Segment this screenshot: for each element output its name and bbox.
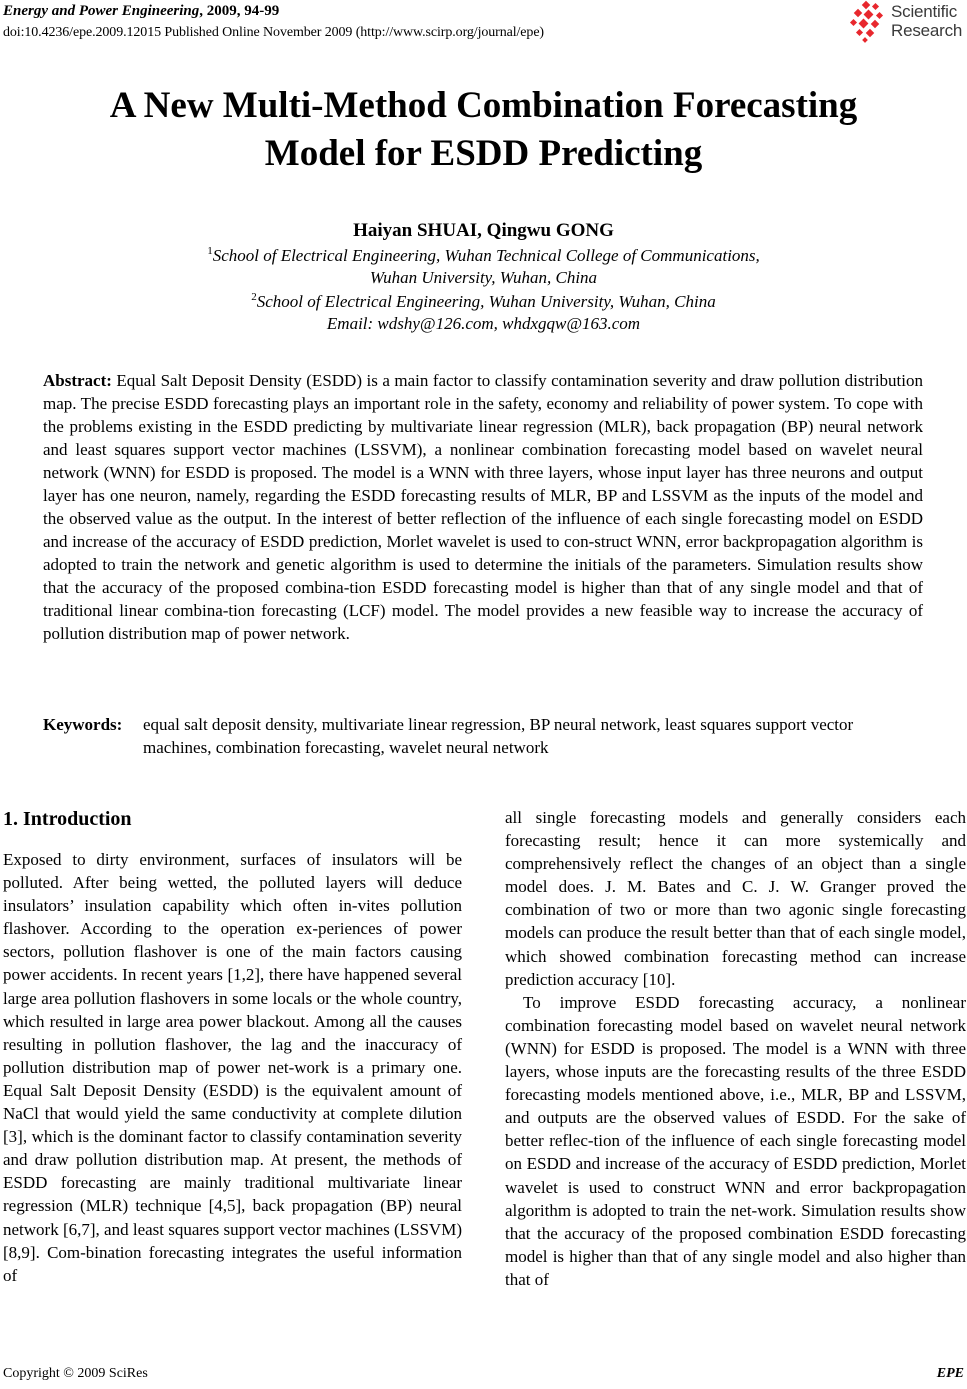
section-heading: 1. Introduction: [3, 808, 132, 830]
journal-name: Energy and Power Engineering: [3, 3, 200, 19]
affiliation-1-marker: 1: [207, 245, 213, 257]
affiliation-2-marker: 2: [251, 291, 257, 303]
email-label: Email: [326, 314, 368, 333]
journal-volume: , 2009, 94-99: [199, 3, 280, 19]
affiliation-2: [0, 291, 967, 312]
journal-citation: [3, 3, 279, 20]
body-column-left: [3, 848, 462, 1287]
logo-mark-icon: [849, 0, 889, 44]
affiliation-2-text: School of Electrical Engineering, Wuhan University, Wuhan, China: [256, 292, 716, 311]
keywords-label: Keywords:: [43, 715, 123, 734]
intro-paragraph-1: Exposed to dirty environment, surfaces of insulators will be polluted. After being wetted, the polluted layers will deduce insulators’ insulation capability which often in-vites pollution flashover. According to the operation ex-periences of power sectors, pollution flashover is one of the main factors causing power accidents. In recent years [1,2], there have happened several large area pollution flashovers in some locals or the whole country, which resulted in large area power blackout. Among all the causes resulting in pollution flashover, the lag and the inaccuracy of pollution distribution map of power net-work is a primary one. Equal Salt Deposit Density (ESDD) is the equivalent amount of NaCl that would yield the same conductivity at complete dilution [3], which is the dominant factor to classify contamination severity and draw pollution distribution map. At present, the methods of ESDD forecasting are mainly traditional multivariate linear regression (MLR) technique [4,5], back propagation (BP) neural network [6,7], and least squares support vector machines (LSSVM) [8,9]. Com-bination forecasting integrates the useful information of: [3, 850, 462, 1285]
title-line1: A New Multi-Method Combination Forecasting: [109, 85, 858, 126]
copyright-notice: Copyright © 2009 SciRes: [3, 1366, 148, 1381]
affiliation-1: [0, 245, 967, 266]
email-line: [0, 314, 967, 334]
abstract-text: Equal Salt Deposit Density (ESDD) is a main factor to classify contamination severity and draw pollution distribution map. The precise ESDD forecasting plays an important role in the safety, economy and reliability of power system. To cope with the problems existing in the ESDD predicting by multivariate linear regression (MLR), back propagation (BP) neural network and least squares support vector machines (LSSVM), a nonlinear combination forecasting model based on wavelet neural network (WNN) for ESDD is proposed. The model is a WNN with three layers, whose input layer has three neurons and output layer has one neuron, namely, regarding the ESDD forecasting results of MLR, BP and LSSVM as the inputs of the model and the observed value as the output. In the interest of better reflection of the influence of each single forecasting model on ESDD and increase of the accuracy of ESDD prediction, Morlet wavelet is used to con-struct WNN, error backpropagation algorithm is adopted to train the network and genetic algorithm is used to determine the initials of the parameters. Simulation results show that the accuracy of the proposed combina-tion ESDD forecasting model is higher than that of any single model and that of traditional linear combina-tion forecasting (LCF) model. The model provides a new feasible way to increase the accuracy of pollution distribution map of power network.: [43, 371, 923, 643]
intro-paragraph-3: To improve ESDD forecasting accuracy, a nonlinear combination forecasting model based on wavelet neural network (WNN) for ESDD is proposed. The model is a WNN with three layers, whose inputs are the forecasting results of the three ESDD forecasting models mentioned above, i.e., MLR, BP and LSSVM, and outputs are the observed values of ESDD. For the sake of better reflec-tion of the influence of each single forecasting model on ESDD and increase of the accuracy of ESDD prediction, Morlet wavelet is used to construct WNN and error backpropagation algorithm is adopted to train the net-work. Simulation results show that the accuracy of the proposed combination ESDD forecasting model is higher than that of any single model and also higher than that of: [505, 992, 966, 1289]
affiliation-1-line2: Wuhan University, Wuhan, China: [369, 268, 598, 287]
doi-line: doi:10.4236/epe.2009.12015 Published Online November 2009 (http://www.scirp.org/journal/epe): [3, 25, 544, 40]
paper-title: [0, 82, 967, 178]
keywords-text: equal salt deposit density, multivariate linear regression, BP neural network, least squares support vector machines, combination forecasting, wavelet neural network: [143, 715, 854, 757]
logo-text-line2: Research: [891, 21, 963, 40]
logo-text-line1: Scientific: [891, 2, 958, 21]
abstract: [43, 369, 923, 645]
affiliation-1-text: School of Electrical Engineering, Wuhan Technical College of Communications,: [212, 246, 760, 265]
author-list: Haiyan SHUAI, Qingwu GONG: [353, 220, 614, 241]
abstract-label: Abstract:: [43, 371, 112, 390]
publisher-logo: [849, 0, 967, 44]
intro-paragraph-2: all single forecasting models and generally considers each forecasting result; hence it can more systemically and comprehensively reflect the changes of an object than a single model does. J. M. Bates and C. J. W. Granger proved the combination of two or more than two agonic single forecasting models can produce the result better than that of each single model, which showed combination forecasting method can increase prediction accuracy [10].: [505, 808, 966, 989]
body-column-right: [505, 806, 966, 1291]
email-addresses: : wdshy@126.com, whdxgqw@163.com: [367, 314, 641, 333]
title-line2: Model for ESDD Predicting: [264, 133, 703, 174]
journal-abbreviation: EPE: [936, 1366, 964, 1381]
